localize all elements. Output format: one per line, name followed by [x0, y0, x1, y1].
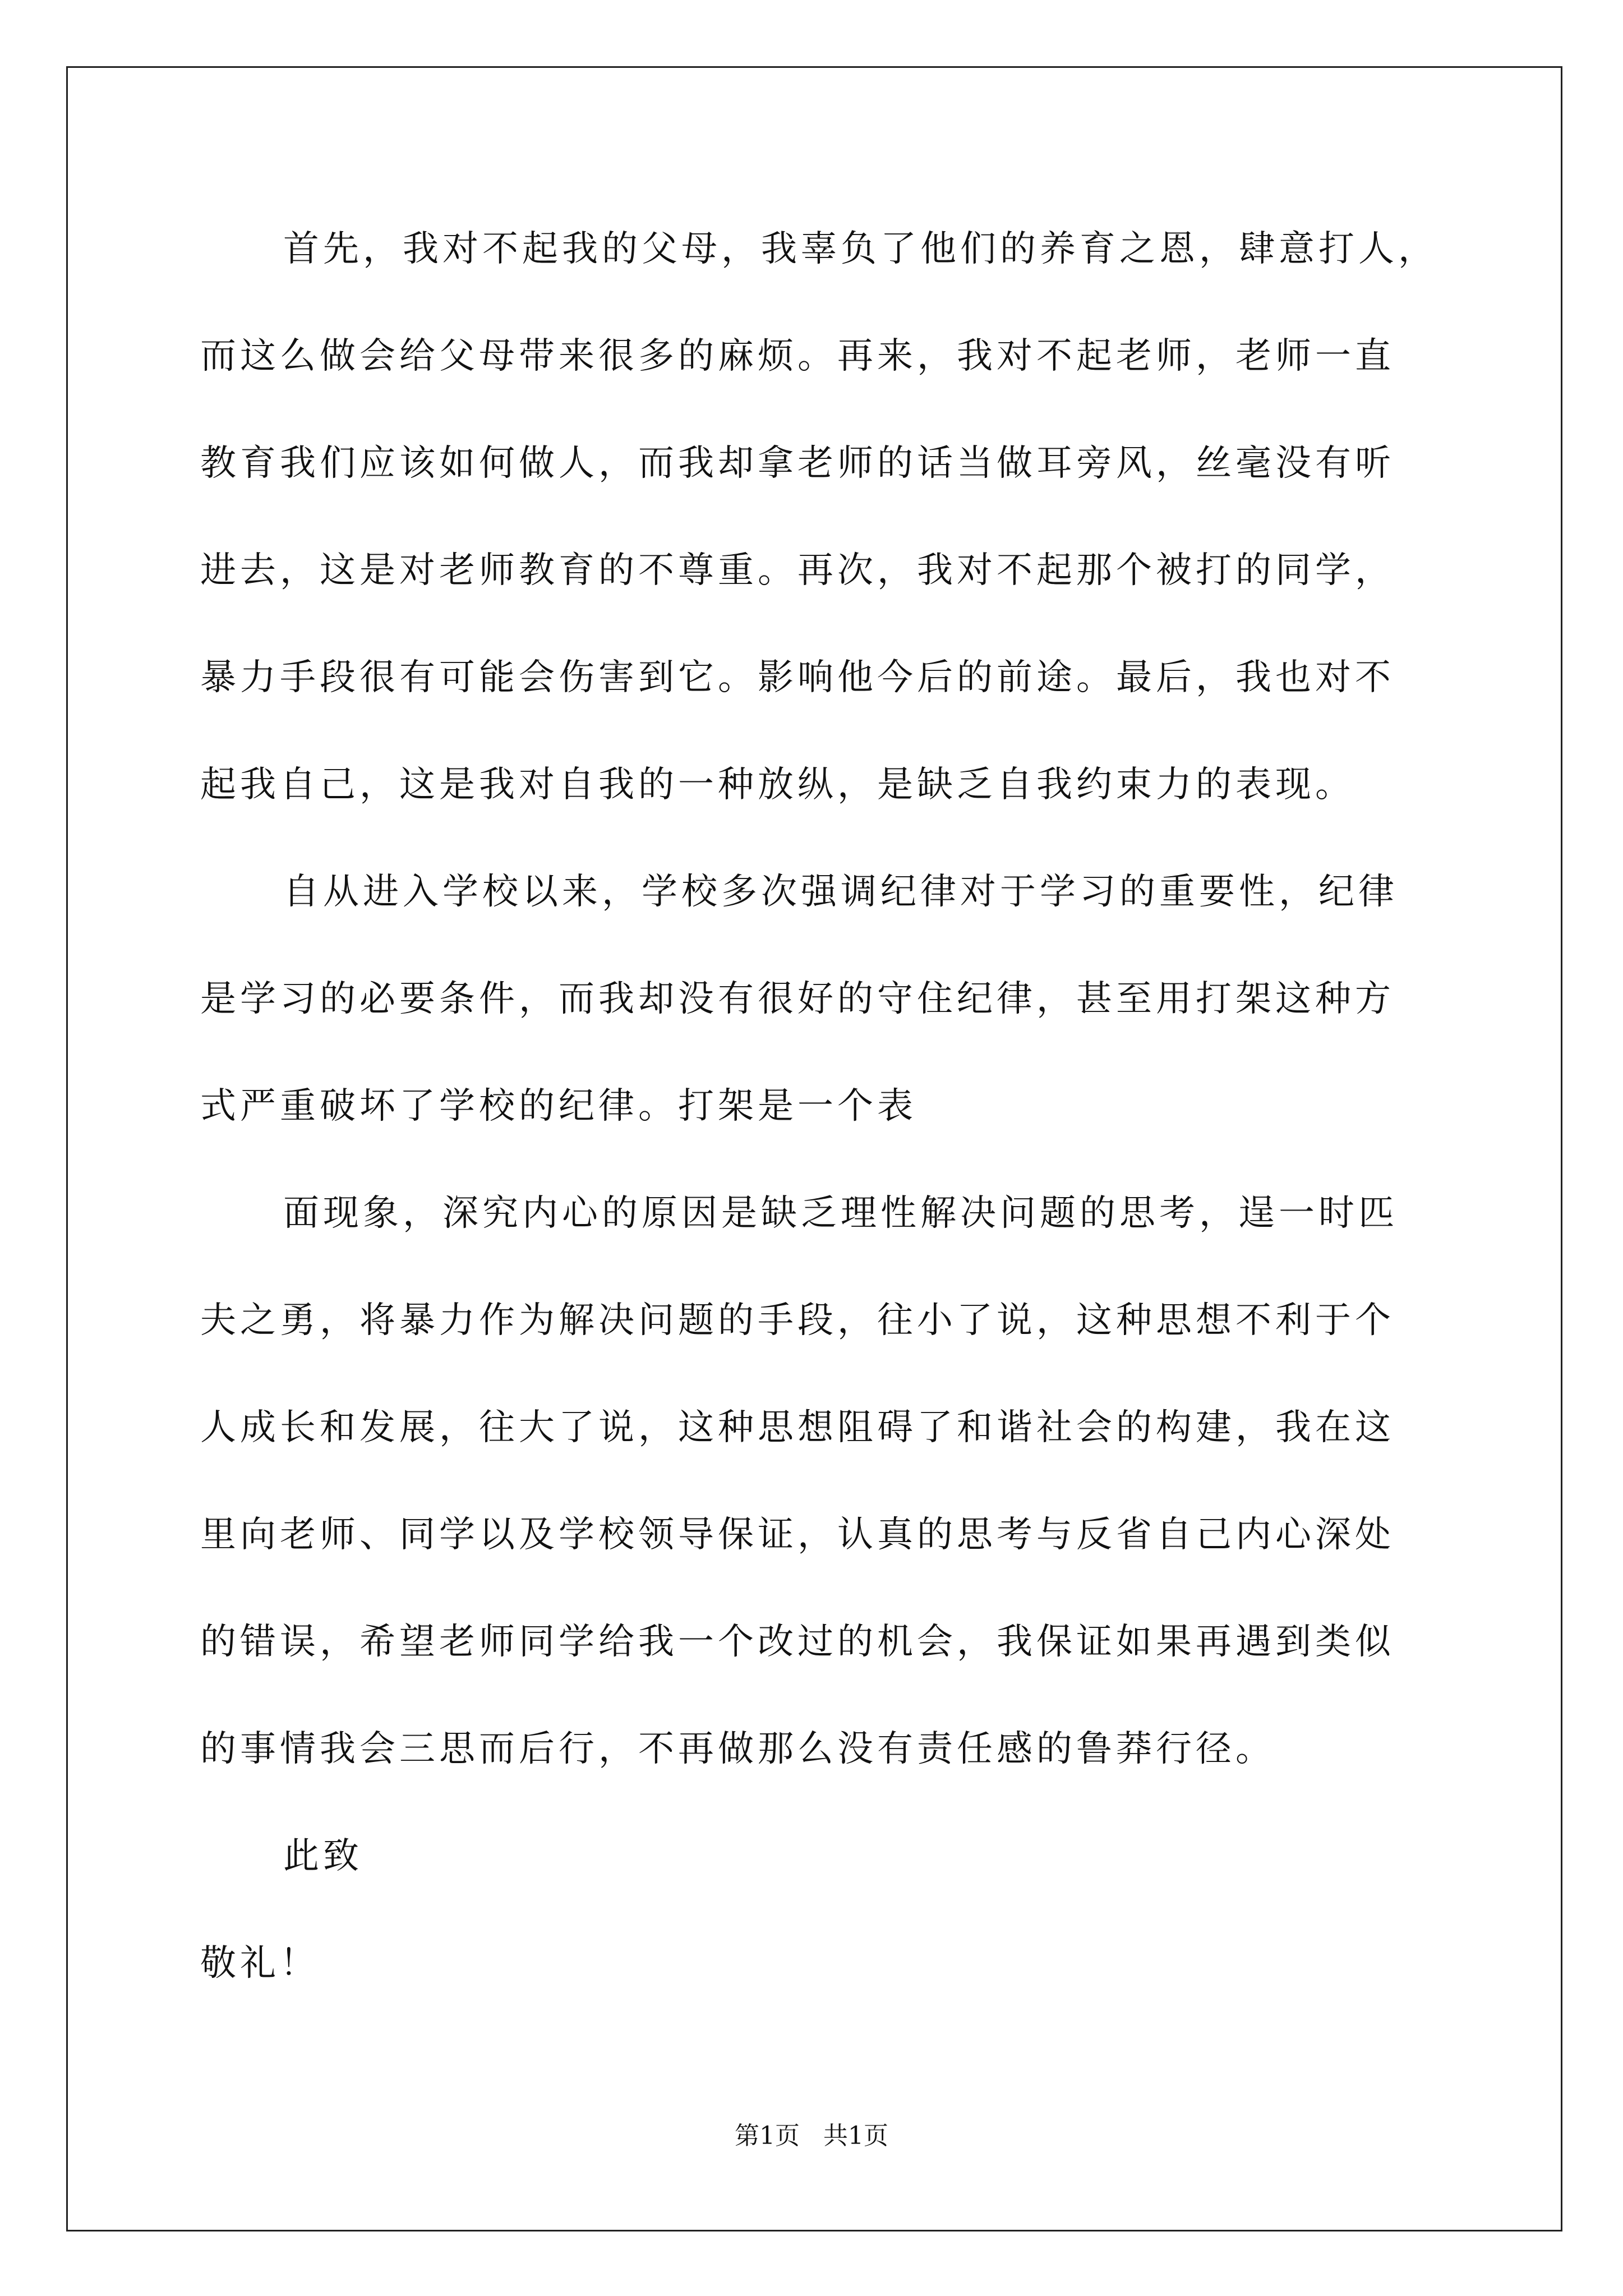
text-line: 里向老师、同学以及学校领导保证，认真的思考与反省自己内心深处	[200, 1514, 1395, 1556]
closing-regards: 敬礼！	[200, 1943, 320, 1984]
text-line: 教育我们应该如何做人，而我却拿老师的话当做耳旁风，丝毫没有听	[200, 443, 1395, 484]
text-line: 而这么做会给父母带来很多的麻烦。再来，我对不起老师，老师一直	[200, 335, 1395, 377]
text-line: 式严重破坏了学校的纪律。打架是一个表	[200, 1085, 917, 1127]
text-line: 首先，我对不起我的父母，我辜负了他们的养育之恩，肆意打人，	[283, 228, 1438, 270]
text-line: 是学习的必要条件，而我却没有很好的守住纪律，甚至用打架这种方	[200, 978, 1395, 1020]
text-line: 暴力手段很有可能会伤害到它。影响他今后的前途。最后，我也对不	[200, 657, 1395, 698]
text-line: 面现象，深究内心的原因是缺乏理性解决问题的思考，逞一时匹	[283, 1193, 1398, 1234]
text-line: 的事情我会三思而后行，不再做那么没有责任感的鲁莽行径。	[200, 1728, 1275, 1770]
text-line: 人成长和发展，往大了说，这种思想阻碍了和谐社会的构建，我在这	[200, 1407, 1395, 1448]
text-line: 起我自己，这是我对自我的一种放纵，是缺乏自我约束力的表现。	[200, 764, 1355, 806]
text-line: 进去，这是对老师教育的不尊重。再次，我对不起那个被打的同学，	[200, 550, 1395, 591]
text-line: 自从进入学校以来，学校多次强调纪律对于学习的重要性，纪律	[283, 871, 1398, 913]
text-line: 夫之勇，将暴力作为解决问题的手段，往小了说，这种思想不利于个	[200, 1300, 1395, 1341]
page-footer: 第1页 共1页	[735, 2122, 888, 2150]
closing-salutation: 此致	[283, 1835, 363, 1877]
text-line: 的错误，希望老师同学给我一个改过的机会，我保证如果再遇到类似	[200, 1621, 1395, 1663]
